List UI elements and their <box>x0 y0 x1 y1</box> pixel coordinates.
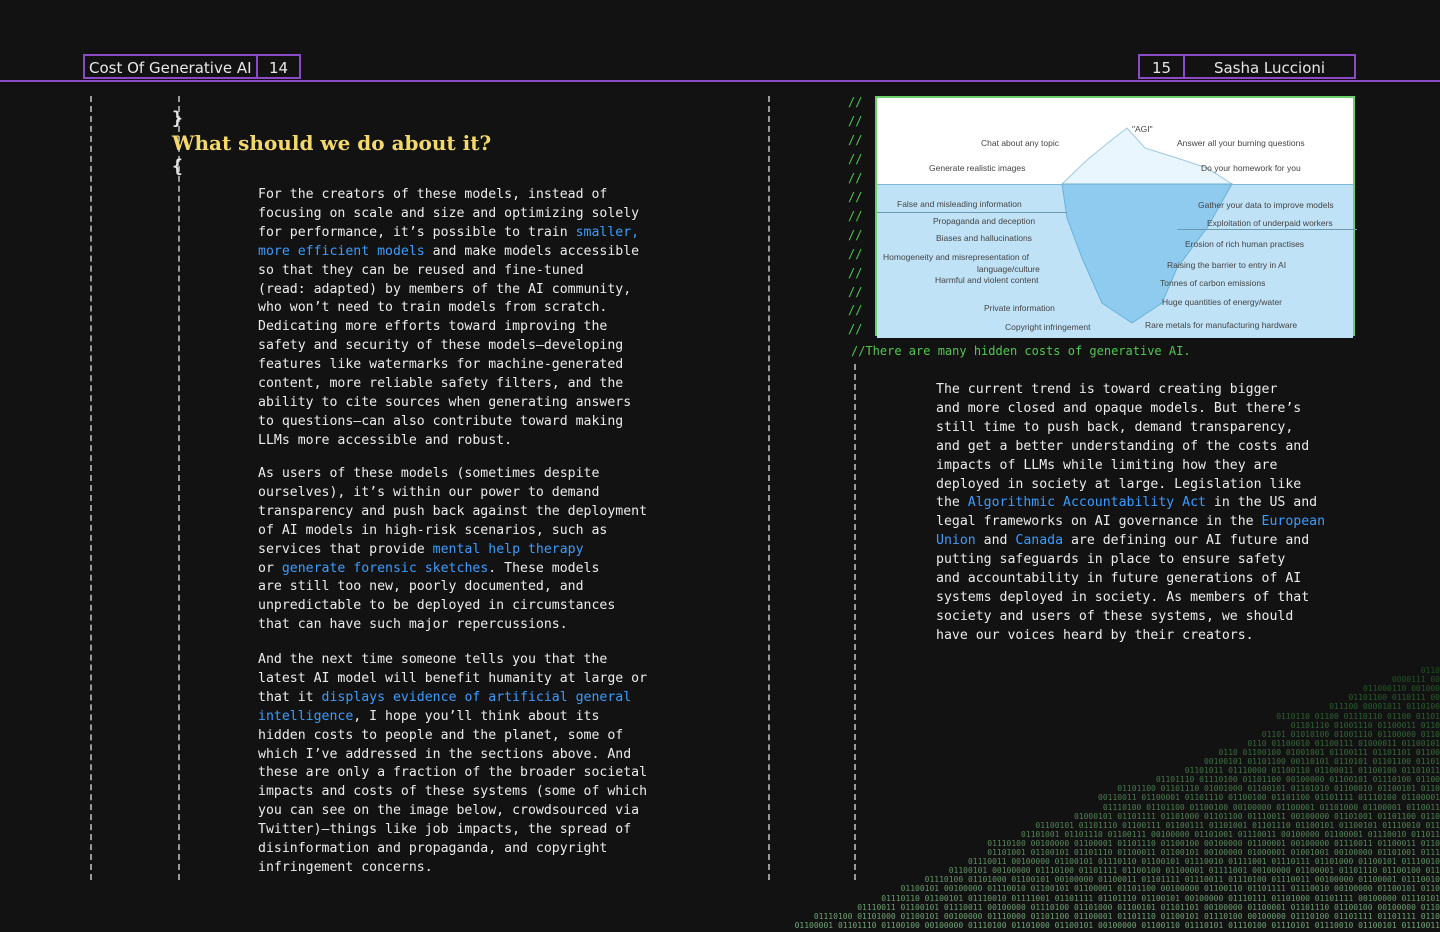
binary-row: 01101100 0110111 00 <box>1348 693 1440 703</box>
label-images: Generate realistic images <box>929 163 1026 173</box>
paragraph-next-time: And the next time someone tells you that the latest AI model will benefit humanity at large or that it displays evidence of artificial general intelligence, I hope you’ll think about its hidden costs to people and the planet, some of which I’ve addressed in the sections above. And these are only a fraction of the broader societal impacts and costs of these systems (some of which you can see on the image below, crowdsourced via Twitter)—things like job impacts, the spread of disinformation and propaganda, and copyright infringement concerns. <box>258 652 648 875</box>
left-running-title: Cost Of Generative AI <box>83 54 258 79</box>
iceberg-tip <box>1062 128 1232 184</box>
left-gutter-rule <box>90 96 92 880</box>
binary-row: 0110110 01100 01110110 01100 01101 <box>1276 711 1440 721</box>
divider-right <box>1177 229 1357 230</box>
binary-row: 01101 01010100 01001110 01100000 0110 <box>1261 729 1440 739</box>
paragraph-creators: For the creators of these models, instead of focusing on scale and size and optimizing solely for performance, it’s possible to train smaller, more efficient models and make models accessible so that they can be reused and fine-tuned (read: adapted) by members of the AI community, who won’t need to train models from scratch. Dedicating more efforts toward improving the safety and security of these models—developing features like watermarks for machine-generated content, more reliable safety filters, and the ability to cite sources when generating answers to questions—can also contribute toward making LLMs more accessible and robust. <box>258 187 640 448</box>
right-page-number: 15 <box>1138 54 1185 79</box>
binary-row: 00110011 01100001 01101110 01100100 01101100 01101111 01110100 01100001 <box>1098 793 1440 803</box>
label-private: Private information <box>984 303 1055 313</box>
link-efficient-models[interactable]: more efficient models <box>258 243 425 259</box>
link-algorithmic-accountability-act[interactable]: Algorithmic Accountability Act <box>967 495 1206 511</box>
binary-row: 01100101 00100000 01110100 01101111 01100100 01100001 01111001 00100000 01100001 01101110 01100100 011 <box>948 866 1440 876</box>
right-code-rule <box>854 364 856 880</box>
label-exploitation: Exploitation of underpaid workers <box>1207 218 1333 228</box>
right-running-author: Sasha Luccioni <box>1183 54 1356 79</box>
label-homogeneity: Homogeneity and misrepresentation of <box>883 252 1029 262</box>
close-brace: } <box>172 108 183 129</box>
label-harmful: Harmful and violent content <box>935 275 1039 285</box>
label-answer: Answer all your burning questions <box>1177 138 1305 148</box>
link-european-union[interactable]: European <box>1261 514 1326 530</box>
binary-row: 01101110 01001110 01100011 0110 <box>1290 720 1440 730</box>
binary-row: 0110 01100010 01100111 01000011 01100101 <box>1247 738 1440 748</box>
binary-row: 01110100 01101000 01100101 00100000 01110000 01101100 01100001 01101110 01100101 01110100 00100000 01110100 01101111 01101111 0110 <box>813 911 1440 921</box>
binary-row: 01110100 01101100 01100100 00100000 01100001 01101000 01100001 0110011 <box>1102 802 1440 812</box>
binary-row: 01100101 00100000 01110010 01100101 01100001 01101100 00100000 01100110 01101111 01110010 00100000 01100101 0110 <box>900 884 1440 894</box>
code-comment-gutter: // // // // // // // // // // // // // <box>848 95 863 337</box>
binary-row: 0110 <box>1420 666 1440 675</box>
divider-left <box>877 212 1067 213</box>
binary-row: 00100101 01101100 00110101 0110101 01101100 01101 <box>1203 757 1440 766</box>
label-carbon: Tonnes of carbon emissions <box>1160 278 1266 288</box>
binary-row: 01110011 01100101 01110011 00100000 01110100 01101000 01100101 01101101 00100000 01100001 01101110 01100100 00100000 0110 <box>857 902 1440 912</box>
figure-caption: //There are many hidden costs of generative AI. <box>851 344 1191 358</box>
binary-row: 011000110 001000 <box>1362 684 1440 694</box>
paragraph-users: As users of these models (sometimes despite ourselves), it’s within our power to demand transparency and push back against the deployment of AI models in high-risk scenarios, such as services that provide mental help therapy or generate forensic sketches. These models are still too new, poorly documented, and unpredictable to be deployed in circumstances that can have such major repercussions. <box>258 466 648 633</box>
label-gather-data: Gather your data to improve models <box>1198 200 1334 210</box>
label-energy: Huge quantities of energy/water <box>1162 297 1283 307</box>
binary-row: 0110 01100100 01001001 01100111 01101101 01100 <box>1218 747 1440 757</box>
waterline <box>877 184 1353 185</box>
binary-pattern <box>794 660 1440 932</box>
center-gutter-rule <box>768 96 770 880</box>
link-forensic-sketches[interactable]: generate forensic sketches <box>281 560 489 576</box>
label-barrier: Raising the barrier to entry in AI <box>1167 260 1287 270</box>
binary-row: 01101110 01110100 01101100 00100000 01100101 01110100 01100 <box>1155 775 1440 785</box>
link-agi-evidence[interactable]: displays evidence of artificial general <box>321 689 632 705</box>
label-biases: Biases and hallucinations <box>936 233 1032 243</box>
label-erosion: Erosion of rich human practises <box>1185 239 1305 249</box>
link-agi-intelligence[interactable]: intelligence <box>258 708 354 724</box>
link-mental-help-therapy[interactable]: mental help therapy <box>432 541 584 557</box>
binary-row: 01100101 01101110 01100111 01100111 01101001 01101110 01100101 01100101 01110010 011 <box>1035 820 1440 830</box>
label-chat: Chat about any topic <box>981 138 1059 148</box>
left-code-rule <box>178 96 180 880</box>
binary-row: 01110011 00100000 01100101 01110110 01100101 01110010 01111001 01110111 01101000 01100101 01110010 <box>967 857 1440 867</box>
open-brace: { <box>172 156 183 177</box>
left-page-number: 14 <box>256 54 301 79</box>
label-propaganda: Propaganda and deception <box>933 216 1036 226</box>
binary-row: 0000111 00 <box>1391 675 1440 685</box>
label-copyright: Copyright infringement <box>1005 322 1091 332</box>
binary-row: 01110100 01101000 01100101 00100000 01100011 01101111 01110011 01110100 01110011 00100000 01100001 01110010 <box>924 875 1440 885</box>
label-agi: "AGI" <box>1132 124 1153 134</box>
binary-row: 01110110 01100101 01110010 01111001 01101111 01101110 01100101 00100000 01110111 01101000 01101111 00100000 01110101 <box>881 893 1440 903</box>
label-language: language/culture <box>977 264 1040 274</box>
label-rare-metals: Rare metals for manufacturing hardware <box>1145 320 1298 330</box>
binary-row: 01101100 01101110 01001000 01100101 01101010 01100010 01100101 0110 <box>1117 784 1440 794</box>
binary-row: 01101001 01100101 01101110 01100011 01100101 00100000 01000001 01001001 00100000 01101001 0111 <box>987 848 1440 857</box>
link-canada[interactable]: Canada <box>1015 533 1064 549</box>
link-european-union-cont[interactable]: Union <box>936 533 976 549</box>
iceberg-figure <box>875 96 1355 336</box>
section-heading: What should we do about it? <box>172 131 492 155</box>
label-homework: Do your homework for you <box>1201 163 1301 173</box>
paragraph-current-trend: The current trend is toward creating bigger and more closed and opaque models. But there’s still time to push back, demand transparency, and get a better understanding of the costs and impacts of LLMs while limiting how they are deployed in society at large. Legislation like the Algorithmic Accountability Act in the US and legal frameworks on AI governance in the European Union and Canada are defining our AI future and putting safeguards in place to ensure safety and accountability in future generations of AI systems deployed in society. As members of that society and users of these systems, we should have our voices heard by their creators. <box>936 382 1326 643</box>
link-smaller-models[interactable]: smaller, <box>575 224 640 240</box>
binary-row: 01101011 01110000 01100110 01100011 01100100 01101011 <box>1184 766 1440 776</box>
binary-row: 01000101 01101111 01101000 01101100 01110011 00100000 01101001 01101100 0110 <box>1073 811 1440 821</box>
binary-row: 011100 00001011 0110100 <box>1329 702 1440 712</box>
label-misleading: False and misleading information <box>897 199 1022 209</box>
binary-row: 01110100 00100000 01100001 01101110 01100100 00100000 01100001 00100000 01110011 01100011 0110 <box>987 838 1440 848</box>
binary-row: 01100001 01101110 01100100 00100000 01110100 01101000 01100101 00100000 01100110 01110101 01110100 01110101 01110010 01100101 01110011 <box>794 920 1440 930</box>
binary-row: 01101001 01101110 01100111 00100000 01101001 01110011 00100000 01100001 01110010 011011 <box>1020 829 1440 839</box>
